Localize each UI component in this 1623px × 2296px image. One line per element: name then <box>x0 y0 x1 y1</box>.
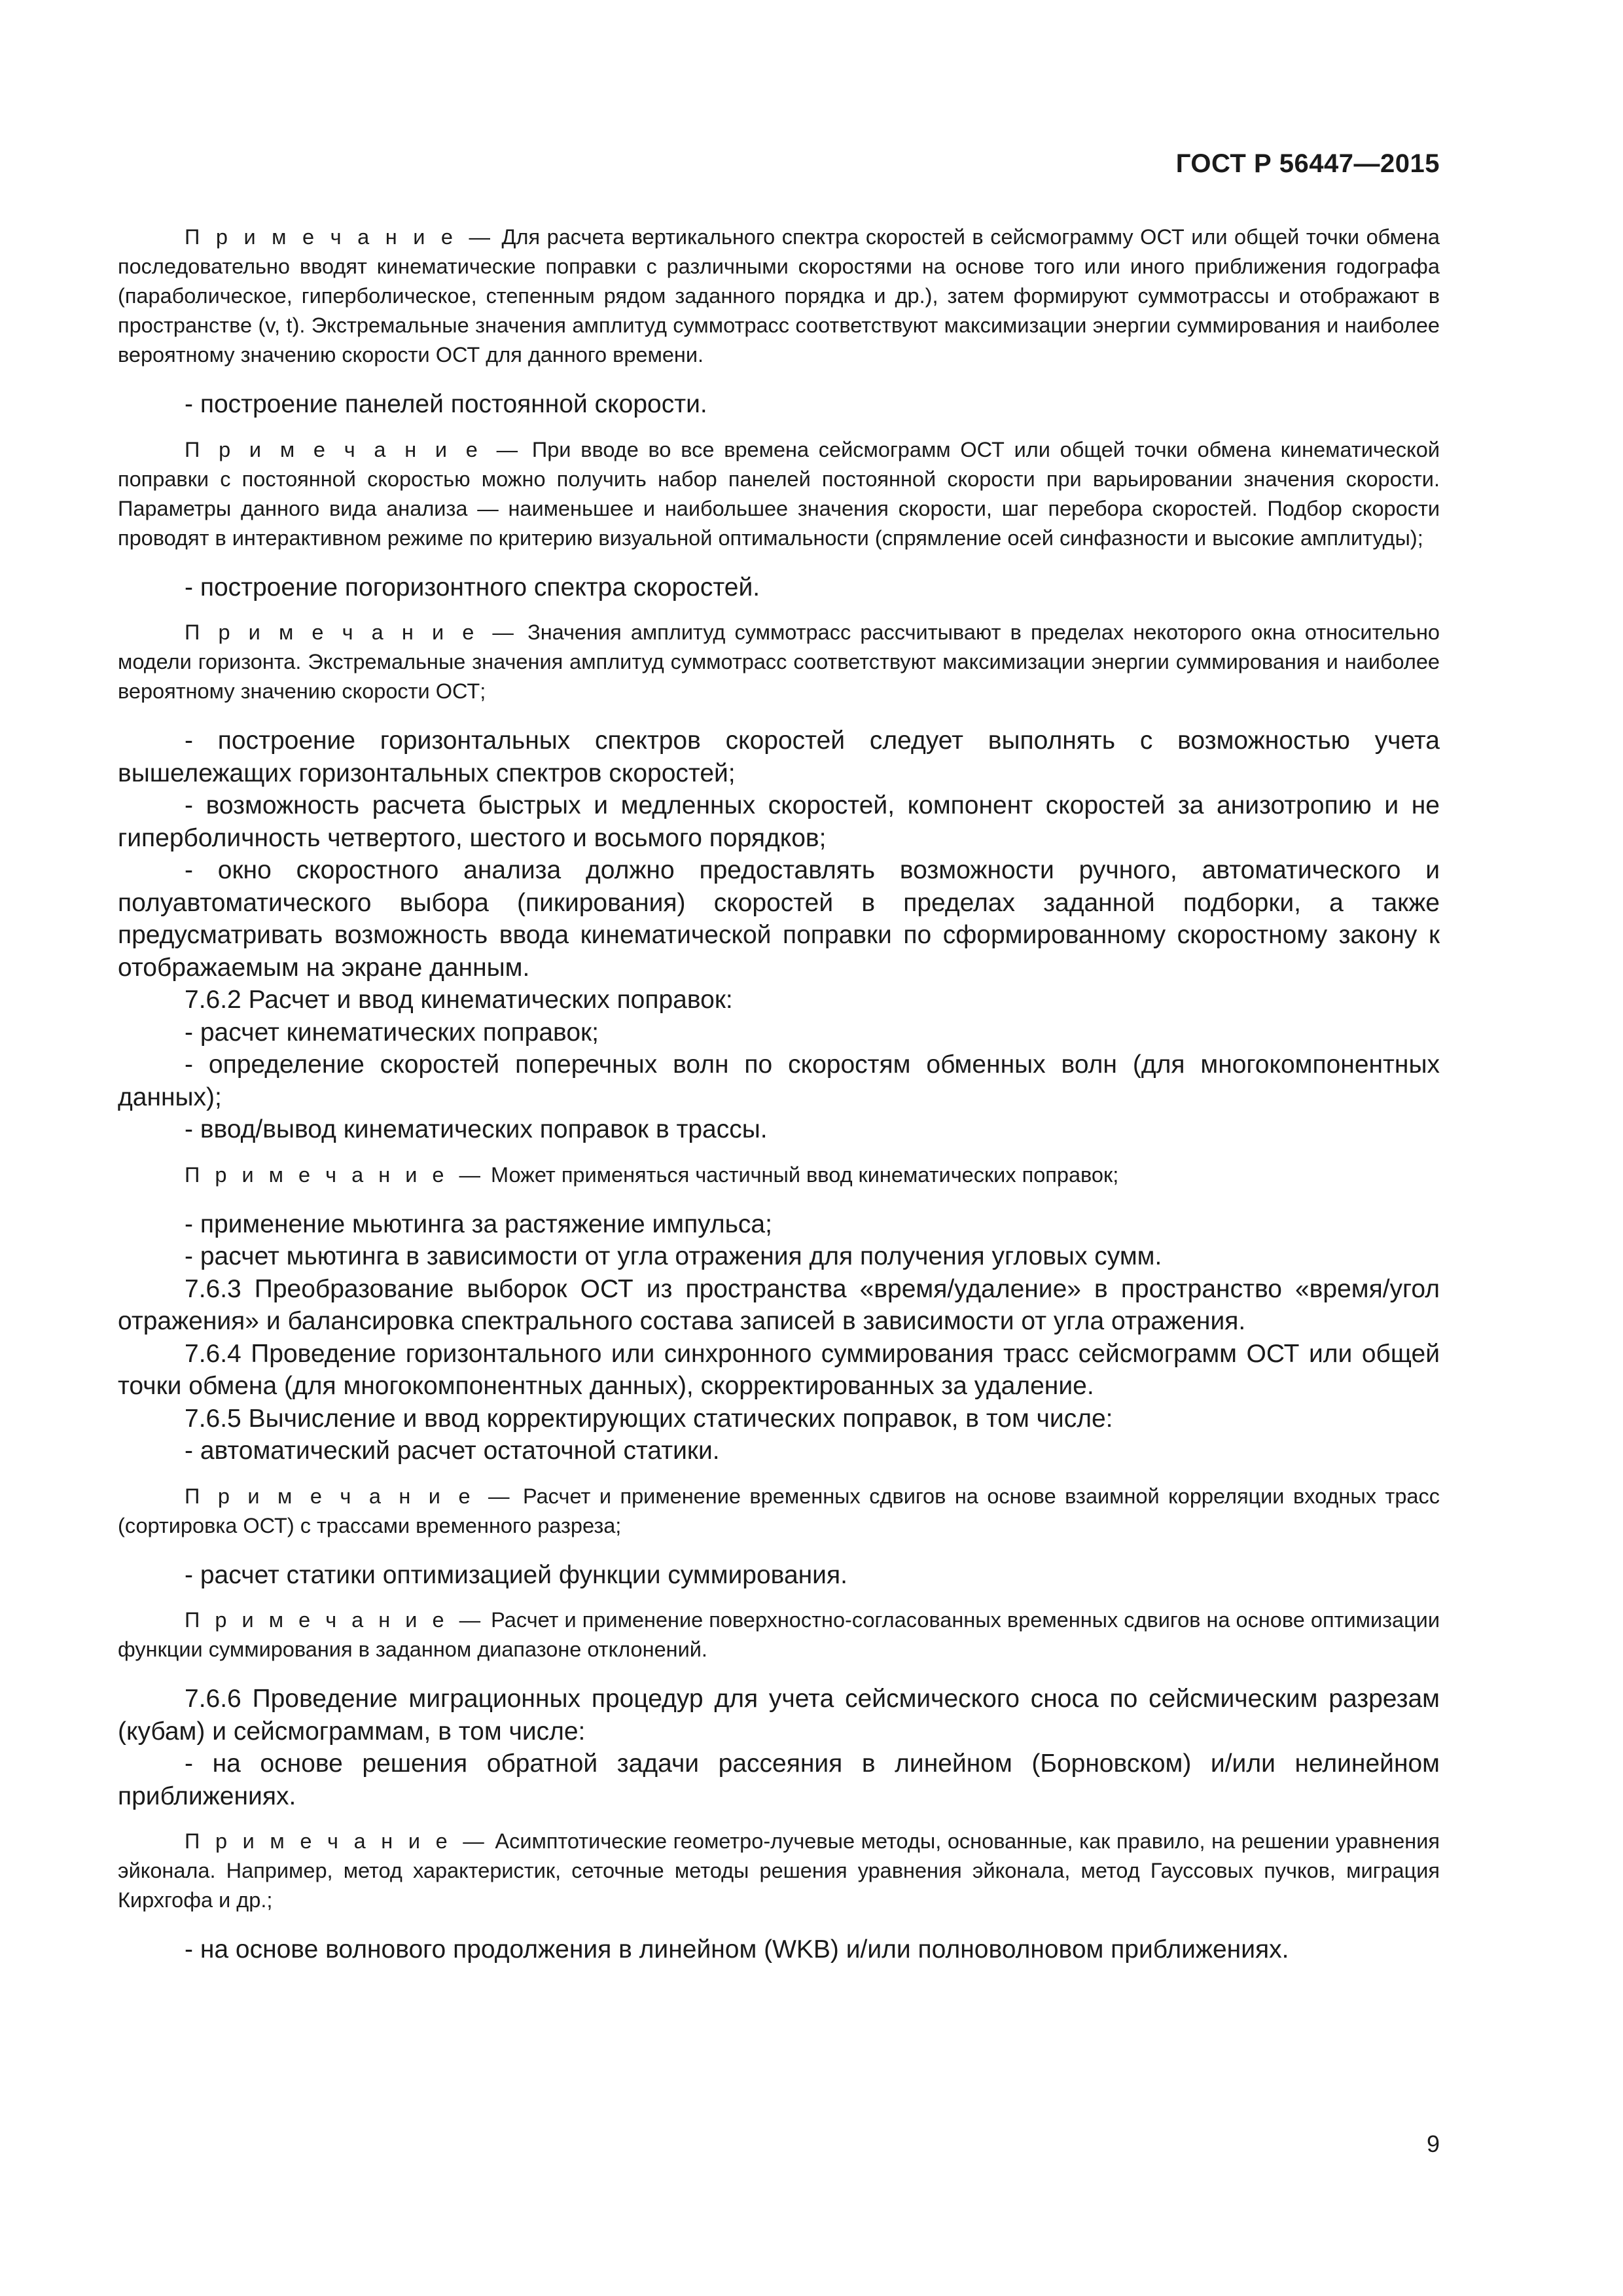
list-item: - ввод/вывод кинематических поправок в трассы. <box>185 1115 768 1143</box>
note-label: П р и м е ч а н и е — <box>185 620 518 644</box>
note-paragraph: П р и м е ч а н и е — Может применяться частичный ввод кинематических поправок; <box>185 1162 1119 1187</box>
section-7-6-4: 7.6.4 Проведение горизонтального или синхронного суммирования трасс сейсмограмм ОСТ или общей точки обмена (для многокомпонентных данных), скорректированных за удаление. <box>118 1339 1440 1400</box>
list-item: - построение погоризонтного спектра скоростей. <box>185 573 760 601</box>
list-item: - на основе решения обратной задачи рассеяния в линейном (Борновском) и/или нелинейном приближениях. <box>118 1749 1440 1810</box>
list-item: - расчет кинематических поправок; <box>185 1018 599 1047</box>
list-item: - определение скоростей поперечных волн по скоростям обменных волн (для многокомпонентных данных); <box>118 1050 1440 1111</box>
note-paragraph: П р и м е ч а н и е — Асимптотические геометро-лучевые методы, основанные, как правило, на решении уравнения эйконала. Например, метод характеристик, сеточные методы решения уравнения эйконала, метод Гауссовых пучков, миграция Кирхгофа и др.; <box>118 1829 1440 1912</box>
standard-header: ГОСТ Р 56447—2015 <box>1175 149 1440 178</box>
list-item: - на основе волнового продолжения в линейном (WKB) и/или полноволновом приближениях. <box>185 1935 1289 1964</box>
note-paragraph: П р и м е ч а н и е — Для расчета вертикального спектра скоростей в сейсмограмму ОСТ или общей точки обмена последовательно вводят кинематические поправки с различными скоростями на основе того или иного приближения годографа (параболическое, гиперболическое, степенным рядом заданного порядка и др.), затем формируют суммотрассы и отображают в пространстве (v, t). Экстремальные значения амплитуд суммотрасс соответствуют максимизации энергии суммирования и наиболее вероятному значению скорости ОСТ для данного времени. <box>118 225 1440 367</box>
list-item: - расчет мьютинга в зависимости от угла отражения для получения угловых сумм. <box>185 1242 1162 1270</box>
section-7-6-3: 7.6.3 Преобразование выборок ОСТ из пространства «время/удаление» в пространство «время/угол отражения» и балансировка спектрального состава записей в зависимости от угла отражения. <box>118 1274 1440 1335</box>
note-label: П р и м е ч а н и е — <box>185 1484 514 1508</box>
note-label: П р и м е ч а н и е — <box>185 1608 486 1632</box>
section-7-6-5: 7.6.5 Вычисление и ввод корректирующих статических поправок, в том числе: <box>185 1404 1113 1433</box>
note-label: П р и м е ч а н и е — <box>185 1162 485 1187</box>
list-item: - возможность расчета быстрых и медленных скоростей, компонент скоростей за анизотропию и не гиперболичность четвертого, шестого и восьмого порядков; <box>118 791 1440 852</box>
list-item: - применение мьютинга за растяжение импульса; <box>185 1210 772 1238</box>
list-item: - построение горизонтальных спектров скоростей следует выполнять с возможностью учета вышележащих горизонтальных спектров скоростей; <box>118 726 1440 787</box>
page-content <box>118 223 1440 1966</box>
note-label: П р и м е ч а н и е — <box>185 1829 489 1853</box>
note-paragraph: П р и м е ч а н и е — Значения амплитуд суммотрасс рассчитывают в пределах некоторого окна относительно модели горизонта. Экстремальные значения амплитуд суммотрасс соответствуют максимизации энергии суммирования и наиболее вероятному значению скорости ОСТ; <box>118 620 1440 703</box>
list-item: - расчет статики оптимизацией функции суммирования. <box>185 1560 847 1589</box>
list-item: - автоматический расчет остаточной статики. <box>185 1437 720 1465</box>
list-item: - окно скоростного анализа должно предоставлять возможности ручного, автоматического и полуавтоматического выбора (пикирования) скоростей в пределах заданной подборки, а также предусматривать возможность ввода кинематической поправки по сформированному скоростному закону к отображаемым на экране данным. <box>118 856 1440 982</box>
note-paragraph: П р и м е ч а н и е — Расчет и применение поверхностно-согласованных временных сдвигов на основе оптимизации функции суммирования в заданном диапазоне отклонений. <box>118 1608 1440 1661</box>
note-paragraph: П р и м е ч а н и е — При вводе во все времена сейсмограмм ОСТ или общей точки обмена кинематической поправки с постоянной скоростью можно получить набор панелей постоянной скорости при варьировании значения скорости. Параметры данного вида анализа — наименьшее и наибольшее значения скорости, шаг перебора скоростей. Подбор скорости проводят в интерактивном режиме по критерию визуальной оптимальности (спрямление осей синфазности и высокие амплитуды); <box>118 437 1440 550</box>
section-7-6-2: 7.6.2 Расчет и ввод кинематических поправок: <box>185 986 733 1014</box>
section-7-6-6: 7.6.6 Проведение миграционных процедур для учета сейсмического сноса по сейсмическим разрезам (кубам) и сейсмограммам, в том числе: <box>118 1685 1440 1746</box>
list-item: - построение панелей постоянной скорости. <box>185 390 707 418</box>
note-paragraph: П р и м е ч а н и е — Расчет и применение временных сдвигов на основе взаимной корреляции входных трасс (сортировка ОСТ) с трассами временного разреза; <box>118 1484 1440 1537</box>
note-label: П р и м е ч а н и е — <box>185 225 495 249</box>
note-label: П р и м е ч а н и е — <box>185 437 523 461</box>
page-number: 9 <box>1426 2130 1440 2157</box>
